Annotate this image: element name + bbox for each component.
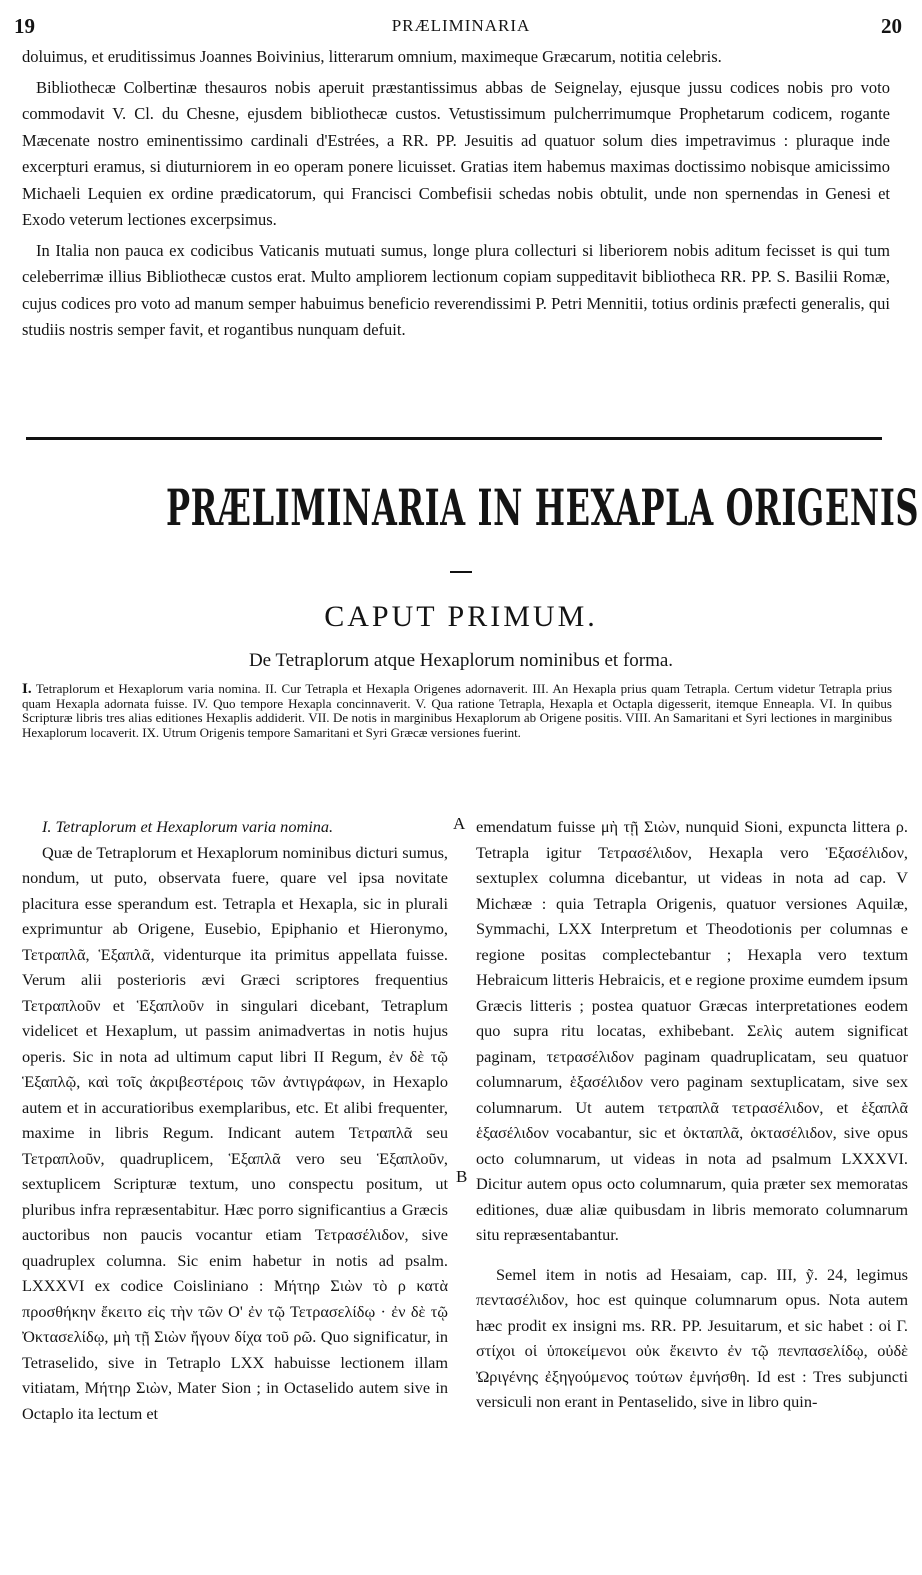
title-dash <box>450 571 472 573</box>
running-header <box>14 14 908 40</box>
page-number-left: 19 <box>14 14 35 38</box>
summary-number: I. <box>22 681 32 697</box>
column-paragraph: emendatum fuisse μὴ τῇ Σιὼν, nunquid Sioni, expuncta littera ρ. Tetrapla igitur Τετρασέλιδον, Hexapla vero Ἑξασέλιδον, sextuplex columna dicebantur, ut videas in nota ad cap. V Michææ : quia Tetrapla Origenis, quatuor versiones Aquilæ, Symmachi, LXX Interpretum et Theodotionis per columnas e regione positas complectebantur ; Hexapla vero textum Hebraicum litteris Hebraicis, et e regione proxime eumdem ipsum Græcis litteris ; postea quatuor Græcas interpretationes eodem quo supra ritu locatas, exhibebant. Σελὶς autem significat paginam, τετρασέλιδον paginam quadruplicatam, seu quatuor columnarum, ἑξασέλιδον vero paginam sextuplicatam, sive sex columnarum. Ut autem τετραπλᾶ τετρασέλιδον, et ἑξαπλᾶ ἑξασέλιδον vocabantur, sic et ὀκταπλᾶ, ὀκτασέλιδον, sive opus octo columnarum, ut videas in nota ad psalmum LXXXVI. Dicitur autem opus octo columnarum, quia præter sex memoratas editiones, duæ aliæ quibusdam in libris memorato columnarum situ repræsentabantur. <box>476 817 908 1244</box>
page-number-right: 20 <box>881 14 902 38</box>
intro-paragraph: doluimus, et eruditissimus Joannes Boivinius, litterarum omnium, maximeque Græcarum, notitia celebris. <box>22 47 722 66</box>
section-heading: I. Tetraplorum et Hexaplorum varia nomina. <box>42 817 334 836</box>
running-title: PRÆLIMINARIA <box>391 16 531 35</box>
column-paragraph: Semel item in notis ad Hesaiam, cap. III, ỹ. 24, legimus πεντασέλιδον, hoc est quinque columnarum opus. Nota autem hæc prodit ex insigni ms. RR. PP. Jesuitarum, et sic habet : οἱ Γ. στίχοι οἱ ὑποκείμενοι οὐκ ἔκειντο ἐν τῷ πενπασελίδῳ, οὐδὲ Ὠριγένης ἐξηγούμενος τούτων ἐμνήσθη. Id est : Tres subjuncti versiculi non erant in Pentaselido, sive in libro quin- <box>476 1264 908 1411</box>
horizontal-rule <box>26 437 882 440</box>
summary-text: Tetraplorum et Hexaplorum varia nomina. II. Cur Tetrapla et Hexapla Origenes adornaverit. III. An Hexapla prius quam Tetrapla. Certum videtur Tetrapla prius quam Hexapla adornata fuisse. IV. Quo tempore Hexapla concinnaverit. V. Qua ratione Tetrapla, Hexapla et Octapla digesserit, itemque Enneapla. VI. In quibus Scripturæ libris tres alias editiones Hexaplis addiderit. VII. De notis in marginibus Hexaplorum ab Origene positis. VIII. An Samaritani et Syri lectiones in marginibus Hexaplorum locaverit. IX. Utrum Origenis tempore Samaritani et Syri Græcæ versiones fuerint. <box>22 681 893 740</box>
column-paragraph: Quæ de Tetraplorum et Hexaplorum nominibus dicturi sumus, nondum, ut puto, observata fuere, quare vel ipsa novitate placitura esse sperandum est. Tetrapla et Hexapla, sic in plurali exprimuntur ab Origene, Eusebio, Epiphanio et Hieronymo, Τετραπλᾶ, Ἑξαπλᾶ, videnturque ita primitus appellata fuisse. Verum alii posterioris ævi Græci scriptores frequentius Τετραπλοῦν et Ἑξαπλοῦν in singulari dicebant, Tetraplum videlicet et Hexaplum, ut passim animadvertas in notis hujus operis. Sic in nota ad ultimum caput libri II Regum, ἐν δὲ τῷ Ἑξαπλῷ, καὶ τοῖς ἀκριβεστέροις τῶν ἀντιγράφων, in Hexaplo autem et in accuratioribus exemplaribus, etc. Et alibi frequenter, maxime in libris Regum. Indicant autem Τετραπλᾶ seu Τετραπλοῦν, quadruplicem, Ἑξαπλᾶ vero seu Ἑξαπλοῦν, sextuplicem Scripturæ textum, uno conspectu positum, ut pluribus infra repræsentabitur. Hæc porro significantius a Græcis auctoribus non paucis vocantur etiam Τετρασέλιδον, sive quadruplex columna. Sic enim habetur in notis ad psalm. LXXXVI ex codice Coisliniano : Μήτηρ Σιὼν τὸ ρ κατὰ προσθήκην ἔκειτο εἰς τὴν τῶν Ο' ἐν τῷ Τετρασελίδῳ · ἐν δὲ τῷ Ὀκτασελίδῳ, μὴ τῇ Σιὼν ἤγουν δίχα τοῦ ρῶ. Quo significatur, in Tetraselido, sive in Tetraplo LXX habuisse lectionem illam vitiatam, Μήτηρ Σιὼν, Mater Sion ; in Octaselido autem sive in Octaplo ita lectum et <box>22 842 448 1423</box>
intro-paragraph: Bibliothecæ Colbertinæ thesauros nobis aperuit præstantissimus abbas de Seignelay, ejusque jussu codices nobis pro voto commodavit V. Cl. du Chesne, ejusdem bibliothecæ custos. Vetustissimum pulcherrimumque Prophetarum codicem, rogante Mæcenate nostro eminentissimo cardinali d'Estrées, a RR. PP. Jesuitis ad quatuor solum dies impetravimus : pluraque inde excerpturi eramus, si diuturniorem in eo operam ponere licuisset. Gratias item habemus maximas doctissimo nobisque amicissimo Michaeli Lequien ex ordine prædicatorum, qui Francisci Combefisii schedas nobis obtulit, unde non spernendas in Genesi et Exodo veterum lectiones excerpsimus. <box>22 77 890 229</box>
chapter-summary <box>22 682 892 740</box>
main-title: PRÆLIMINARIA IN HEXAPLA ORIGENIS <box>165 478 920 537</box>
right-column <box>476 814 908 1415</box>
margin-marker-a: A <box>453 814 466 833</box>
intro-paragraph: In Italia non pauca ex codicibus Vaticanis mutuati sumus, longe plura collecturi si liberiorem nobis aditum fecisset is qui tum celeberrimæ illius Bibliothecæ custos erat. Multo ampliorem lectionum copiam suppeditavit bibliotheca RR. PP. S. Basilii Romæ, cujus codices pro voto ad manum semper habuimus beneficio reverendissimi P. Petri Mennitii, totius ordinis præfecti generalis, qui studiis nostris semper favit, et rogantibus nunquam defuit. <box>22 240 890 339</box>
chapter-heading: CAPUT PRIMUM. <box>324 600 598 633</box>
margin-marker-b: B <box>456 1167 468 1186</box>
intro-text <box>22 44 890 348</box>
left-column <box>22 814 448 1426</box>
chapter-subtitle: De Tetraplorum atque Hexaplorum nominibus et forma. <box>248 650 674 671</box>
